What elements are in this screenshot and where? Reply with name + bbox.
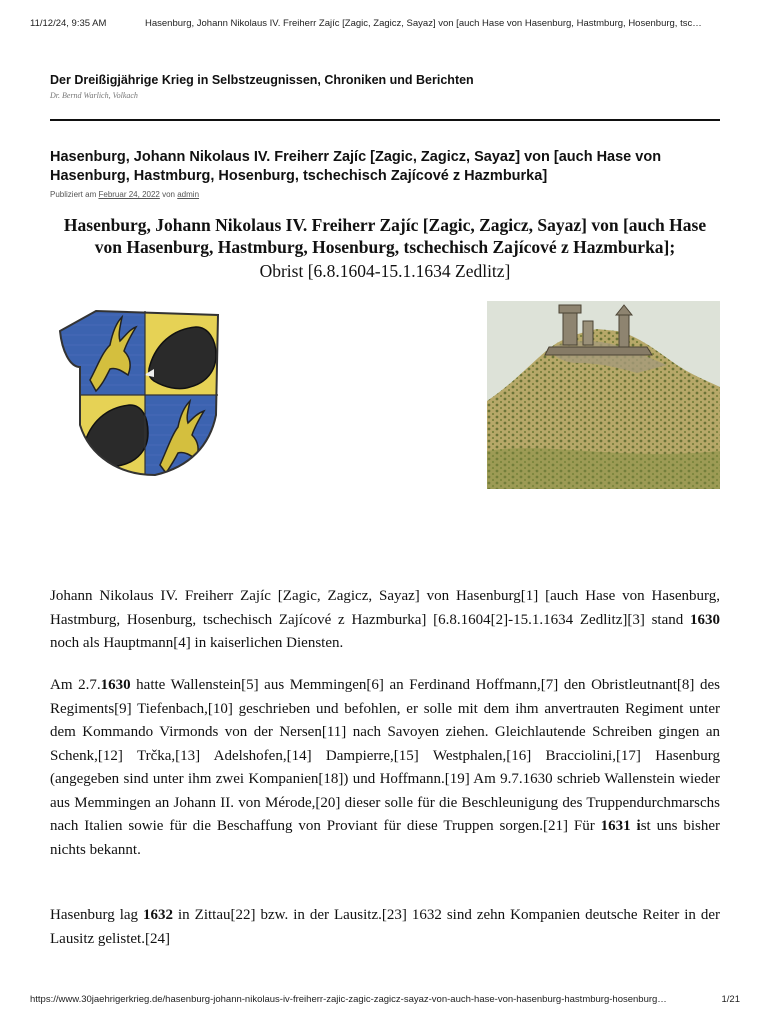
print-page-number: 1/21 (721, 994, 740, 1005)
print-timestamp: 11/12/24, 9:35 AM (30, 18, 107, 29)
coat-of-arms-image (50, 305, 225, 477)
p1-text-a: Johann Nikolaus IV. Freiherr Zajíc [Zagic, Zagicz, Sayaz] von Hasenburg[1] [auch Hase von Hasenburg, Hastmburg, Hosenburg, tschechisch Zajícové z Hazmburka] [6.8.1604[2]-15.1.1634 Zedlitz][3] stand (50, 588, 720, 628)
p1-text-c: noch als Hauptmann[4] in kaiserlichen Diensten. (50, 635, 344, 651)
paragraph-1 (50, 585, 720, 656)
p3-text-c: in Zittau[22] bzw. in der Lausitz.[23] 1632 sind zehn Kompanien deutsche Reiter in der Lausitz gelistet.[24] (50, 907, 720, 947)
print-doc-title: Hasenburg, Johann Nikolaus IV. Freiherr Zajíc [Zagic, Zagicz, Sayaz] von [auch Hase von Hasenburg, Hastmburg, Hosenburg, tsc… (145, 18, 702, 29)
p1-year-bold: 1630 (690, 611, 720, 628)
p3-text-a: Hasenburg lag (50, 907, 144, 923)
p2-text-d: st uns bisher nichts bekannt. (50, 818, 721, 858)
post-date-link[interactable]: Februar 24, 2022 (98, 190, 160, 199)
headline-title: Hasenburg, Johann Nikolaus IV. Freiherr Zajíc [Zagic, Zagicz, Sayaz] von [auch Hase von Hasenburg, Hastmburg, Hosenburg, tschechisch Zajícové z Hazmburka]; (63, 215, 707, 257)
site-description: Dr. Bernd Warlich, Volkach (50, 91, 138, 100)
print-header (30, 18, 750, 29)
print-url: https://www.30jaehrigerkrieg.de/hasenburg-johann-nikolaus-iv-freiherr-zajic-zagic-zagicz-sayaz-von-auch-hase-von-hasenburg-hastmburg-hosenburg… (30, 994, 667, 1005)
p2-year-bold: 1630 (100, 677, 131, 693)
header-divider (50, 119, 720, 121)
paragraph-3 (50, 904, 720, 951)
paragraph-2 (50, 674, 720, 862)
p2-text-c: hatte Wallenstein[5] aus Memmingen[6] an Ferdinand Hoffmann,[7] den Obristleutnant[8] des Regiments[9] Tiefenbach,[10] geschrieben und befohlen, er solle mit dem ihm anvertrauten Regiment unter dem Kommando Virmonds von der Nersen[11] nach Savoyen ziehen. Gleichlautende Schreiben gingen an Schenk,[12] Trčka,[13] Adelshofen,[14] Dampierre,[15] Westphalen,[16] Bracciolini,[17] Hasenburg (angegeben sind unter ihm zwei Kompanien[18]) und Hoffmann.[19] Am 9.7.1630 schrieb Wallenstein wieder aus Memmingen an Johann II. von Mérode,[20] dieser solle für die Beschleunigung des Truppendurchmarschs nach Italien sowie für die Beschaffung von Proviant für diese Truppen sorgen.[21] Für (50, 677, 720, 834)
by-label: von (162, 190, 175, 199)
castle-painting-image (487, 301, 720, 489)
entry-meta (50, 190, 199, 199)
p2-text-a: Am 2.7. (50, 677, 101, 693)
site-title-link[interactable]: Der Dreißigjährige Krieg in Selbstzeugnissen, Chroniken und Berichten (50, 73, 474, 87)
p2-year2-bold: 1631 i (600, 818, 641, 834)
headline-subtitle: Obrist [6.8.1604-15.1.1634 Zedlitz] (259, 261, 511, 281)
author-link[interactable]: admin (177, 190, 200, 199)
published-prefix: Publiziert am (50, 190, 97, 199)
entry-title: Hasenburg, Johann Nikolaus IV. Freiherr Zajíc [Zagic, Zagicz, Sayaz] von [auch Hase von Hasenburg, Hastmburg, Hosenburg, tschechisch Zajícové z Hazmburka] (50, 149, 662, 184)
article-headline (50, 214, 720, 282)
p3-year-bold: 1632 (143, 907, 174, 923)
